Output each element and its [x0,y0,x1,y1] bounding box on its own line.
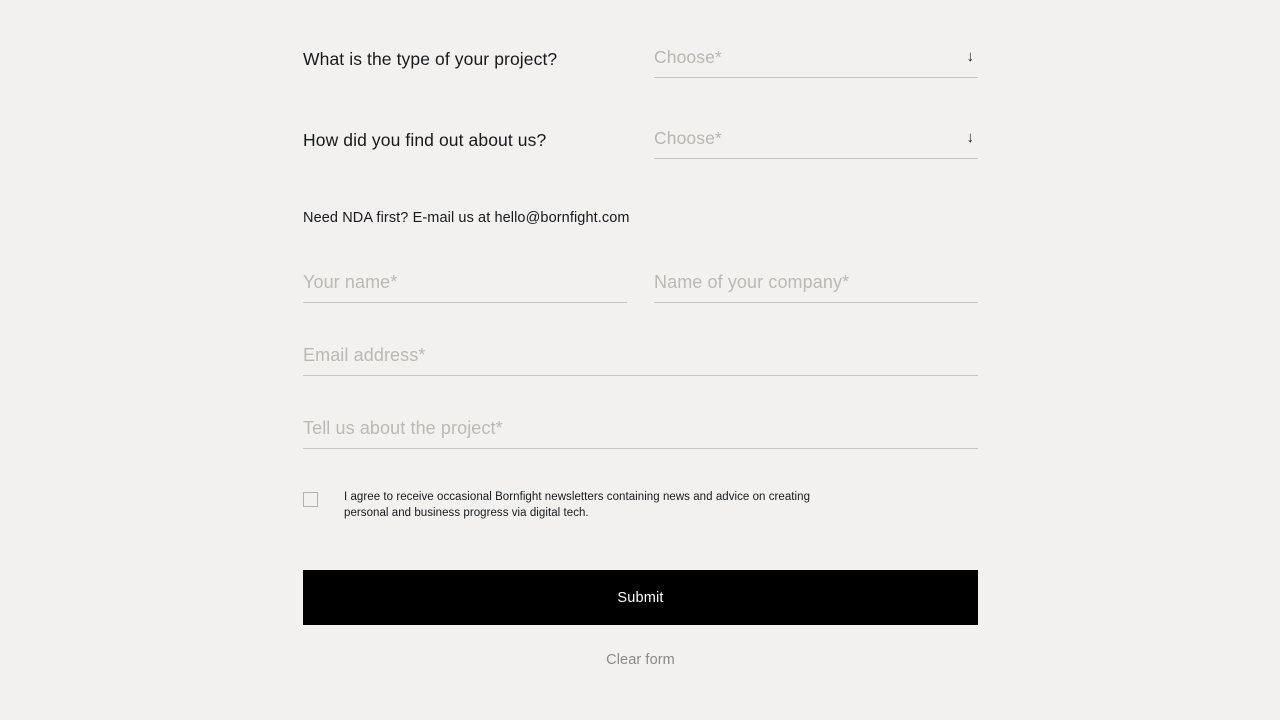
referral-question: How did you find out about us? [303,130,547,150]
referral-select[interactable] [654,125,978,159]
arrow-down-icon: ↓ [966,48,974,65]
referral-row [303,125,978,165]
name-input[interactable] [303,270,627,303]
referral-value: Choose* [654,128,722,148]
newsletter-label: I agree to receive occasional Bornfight newsletters containing news and advice on creating personal and business progress via digital tech. [344,491,811,519]
message-input[interactable] [303,416,978,449]
project-type-select[interactable] [654,44,978,78]
arrow-down-icon: ↓ [966,129,974,146]
contact-form [303,0,978,720]
clear-form-link[interactable]: Clear form [606,652,675,668]
email-input[interactable] [303,343,978,376]
project-type-value: Choose* [654,47,722,67]
project-type-row [303,44,978,84]
company-input[interactable] [654,270,978,303]
submit-button[interactable]: Submit [303,570,978,625]
newsletter-row [303,489,978,521]
nda-note: Need NDA first? E-mail us at hello@bornfight.com [303,210,630,226]
newsletter-checkbox[interactable] [303,492,318,507]
project-type-question: What is the type of your project? [303,49,558,69]
